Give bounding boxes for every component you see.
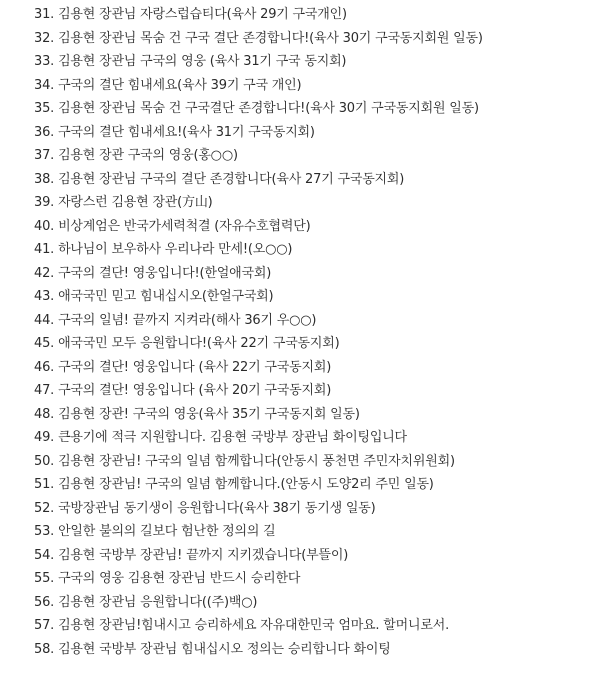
item-text: 김용현 장관님!힘내시고 승리하세요 자유대한민국 엄마요. 할머니로서. (58, 618, 449, 633)
item-text: 김용현 장관님 구국의 결단 존경합니다(육사 27기 구국동지회) (58, 171, 405, 187)
item-number: 47. (34, 383, 55, 398)
list-item (34, 450, 600, 474)
list-item (34, 614, 600, 638)
list-item (34, 97, 600, 121)
list-item (34, 215, 600, 239)
list-item (34, 473, 600, 497)
item-text: 애국국민 모두 응원합니다!(육사 22기 구국동지회) (58, 336, 340, 351)
list-item (34, 121, 600, 145)
item-number: 40. (34, 218, 55, 234)
item-text: 김용현 장관님 자랑스럽습티다(육사 29기 구국개인) (58, 7, 347, 22)
item-text: 김용현 국방부 장관님! 끝까지 지키겠습니다(부뜰이) (58, 547, 349, 563)
list-item (34, 168, 600, 192)
list-item (34, 497, 600, 521)
item-text: 김용현 장관님 응원합니다((주)백○) (58, 594, 258, 610)
item-number: 34. (34, 77, 55, 93)
item-number: 45. (34, 336, 55, 351)
list-item (34, 379, 600, 403)
list-item (34, 27, 600, 51)
item-number: 50. (34, 453, 55, 469)
item-number: 53. (34, 524, 55, 539)
item-text: 안일한 불의의 길보다 험난한 정의의 길 (58, 524, 276, 539)
item-text: 김용현 장관 구국의 영웅(홍○○) (58, 148, 238, 163)
list-item (34, 544, 600, 568)
list-item (34, 74, 600, 98)
item-number: 51. (34, 477, 55, 492)
list-item (34, 403, 600, 427)
item-number: 33. (34, 54, 55, 69)
item-number: 52. (34, 500, 55, 516)
list-item (34, 356, 600, 380)
list-item (34, 591, 600, 615)
item-text: 김용현 장관! 구국의 영웅(육사 35기 구국동지회 일동) (58, 406, 360, 422)
list-item (34, 50, 600, 74)
item-number: 41. (34, 242, 55, 257)
item-number: 57. (34, 618, 55, 633)
item-text: 구국의 결단! 영웅입니다 (육사 22기 구국동지회) (58, 359, 332, 375)
item-number: 37. (34, 148, 55, 163)
item-number: 54. (34, 547, 55, 563)
item-number: 31. (34, 7, 55, 22)
item-number: 42. (34, 265, 55, 281)
item-text: 구국의 영웅 김용현 장관님 반드시 승리한다 (58, 571, 301, 586)
list-item (34, 567, 600, 591)
item-number: 49. (34, 430, 55, 445)
item-text: 자랑스런 김용현 장관(方山) (58, 195, 213, 210)
item-text: 구국의 결단 힘내세요!(육사 31기 구국동지회) (58, 124, 315, 140)
list-item (34, 332, 600, 356)
item-text: 애국국민 믿고 힘내십시오(한얼구국회) (58, 289, 274, 304)
list-item (34, 285, 600, 309)
list-item (34, 262, 600, 286)
list-item (34, 309, 600, 333)
item-number: 46. (34, 359, 55, 375)
item-text: 구국의 결단! 영웅입니다!(한얼애국회) (58, 265, 272, 281)
item-text: 김용현 장관님! 구국의 일념 함께합니다.(안동시 도양2리 주민 일동) (58, 477, 434, 492)
list-item (34, 144, 600, 168)
item-text: 김용현 국방부 장관님 힘내십시오 정의는 승리합니다 화이팅 (58, 641, 391, 657)
list-item (34, 520, 600, 544)
item-text: 구국의 결단! 영웅입니다 (육사 20기 구국동지회) (58, 383, 332, 398)
item-number: 32. (34, 30, 55, 46)
item-text: 김용현 장관님 목숨 건 구국 결단 존경합니다!(육사 30기 구국동지회원 일동) (58, 30, 483, 46)
item-number: 43. (34, 289, 55, 304)
list-item (34, 638, 600, 662)
list-item (34, 191, 600, 215)
item-text: 비상계엄은 반국가세력척결 (자유수호협력단) (58, 218, 311, 234)
item-number: 38. (34, 171, 55, 187)
item-text: 국방장관님 동기생이 응원합니다(육사 38기 동기생 일동) (58, 500, 376, 516)
item-text: 구국의 일념! 끝까지 지켜라(해사 36기 우○○) (58, 312, 317, 328)
item-number: 35. (34, 101, 55, 116)
item-number: 48. (34, 406, 55, 422)
item-number: 44. (34, 312, 55, 328)
item-text: 구국의 결단 힘내세요(육사 39기 구국 개인) (58, 77, 302, 93)
list-item (34, 3, 600, 27)
item-text: 김용현 장관님 목숨 건 구국결단 존경합니다!(육사 30기 구국동지회원 일동) (58, 101, 479, 116)
list-item (34, 238, 600, 262)
item-number: 58. (34, 641, 55, 657)
item-number: 39. (34, 195, 55, 210)
item-text: 큰용기에 적극 지원합니다. 김용현 국방부 장관님 화이팅입니다 (58, 430, 407, 445)
item-number: 36. (34, 124, 55, 140)
item-text: 김용현 장관님! 구국의 일념 함께합니다(안동시 풍천면 주민자치위원회) (58, 453, 455, 469)
item-number: 55. (34, 571, 55, 586)
item-number: 56. (34, 594, 55, 610)
list-item (34, 426, 600, 450)
item-text: 하나님이 보우하사 우리나라 만세!(오○○) (58, 242, 293, 257)
item-text: 김용현 장관님 구국의 영웅 (육사 31기 구국 동지회) (58, 54, 347, 69)
